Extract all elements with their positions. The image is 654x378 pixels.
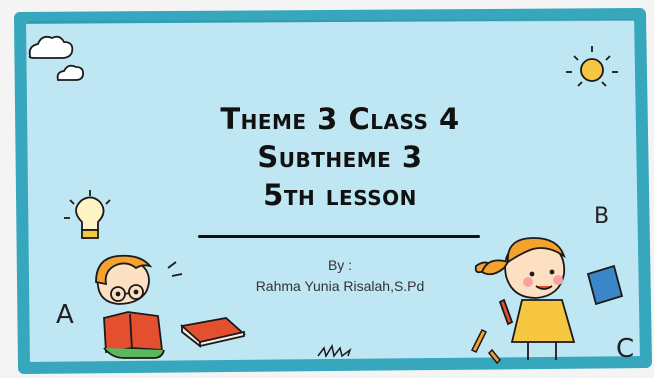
title-line-3: 5th lesson	[263, 178, 417, 212]
title-line-2: Subtheme 3	[257, 140, 423, 174]
title-line-1: Theme 3 Class 4	[220, 102, 460, 136]
cloud-icon	[30, 37, 73, 58]
sun-icon	[566, 46, 618, 86]
title-block	[140, 100, 540, 214]
by-label: By :	[327, 257, 353, 273]
title-underline	[198, 235, 480, 238]
letter-c: C	[616, 334, 635, 364]
pencil-icon	[472, 330, 500, 363]
letter-b: B	[594, 204, 610, 229]
lightbulb-icon	[64, 190, 110, 238]
girl-illustration	[476, 238, 622, 360]
cloud-icon	[58, 66, 84, 80]
grass-icon	[318, 346, 350, 356]
book-icon	[182, 318, 244, 346]
author-name: Rahma Yunia Risalah,S.Pd	[255, 278, 425, 294]
boy-reading-illustration	[96, 256, 182, 358]
letter-a: A	[56, 300, 74, 330]
